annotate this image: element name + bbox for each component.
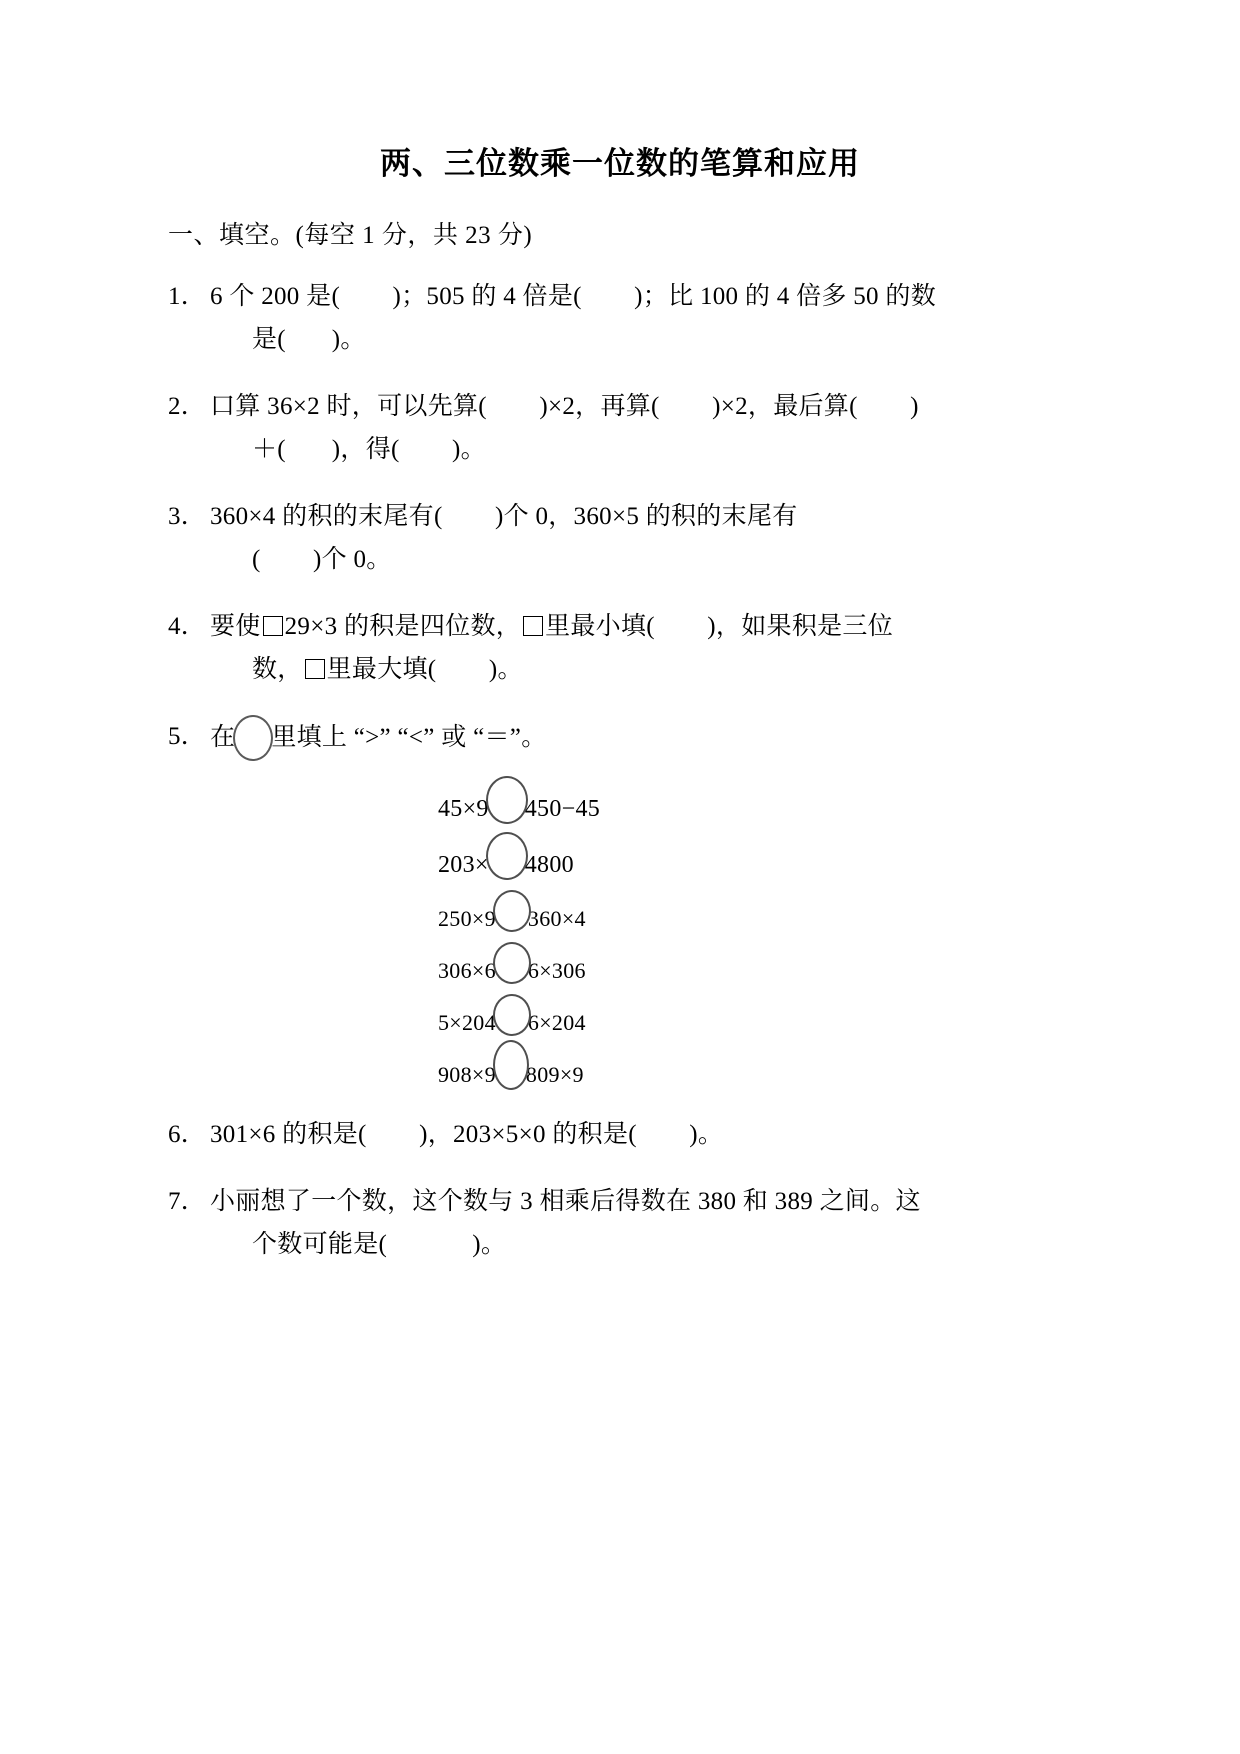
question-6 bbox=[0, 1113, 1240, 1156]
comparison-5-right: 6×204 bbox=[527, 1010, 586, 1036]
question-4-line-1 bbox=[210, 605, 1160, 648]
comparison-2-right: 4800 bbox=[524, 851, 574, 878]
question-4-line2-prefix: 数， bbox=[252, 656, 303, 684]
circle-blank-icon[interactable] bbox=[493, 890, 531, 932]
question-5-body bbox=[210, 715, 1160, 761]
square-blank-icon bbox=[523, 616, 543, 636]
question-5-line-1 bbox=[210, 715, 1160, 761]
section-heading-fill-in-blank: 一、填空。(每空 1 分，共 23 分) bbox=[168, 222, 533, 249]
comparison-4-left: 306×6 bbox=[438, 958, 496, 984]
question-6-line-1: 301×6 的积是( )，203×5×0 的积是( )。 bbox=[210, 1121, 724, 1149]
question-6-number: 6． bbox=[168, 1121, 207, 1149]
comparison-4-right: 6×306 bbox=[527, 958, 586, 984]
comparison-row-6 bbox=[210, 1047, 1160, 1099]
question-4-number: 4． bbox=[168, 613, 207, 641]
question-7-line-1: 小丽想了一个数，这个数与 3 相乘后得数在 380 和 389 之间。这 bbox=[210, 1188, 921, 1216]
question-6-body bbox=[210, 1113, 1160, 1156]
comparison-row-3 bbox=[210, 891, 1160, 943]
question-list bbox=[0, 275, 1240, 1266]
question-3-body bbox=[210, 495, 1160, 581]
question-4-line-2 bbox=[210, 648, 1160, 691]
comparison-row-1 bbox=[210, 779, 1160, 835]
question-1-line-2: 是( )。 bbox=[252, 326, 366, 354]
question-5-text-after-circle: 里填上 “>” “<” 或 “＝”。 bbox=[271, 724, 547, 752]
question-4-text-before-box: 要使 bbox=[210, 613, 261, 641]
question-3-line-1: 360×4 的积的末尾有( )个 0，360×5 的积的末尾有 bbox=[210, 503, 798, 531]
comparison-6-right: 809×9 bbox=[525, 1062, 584, 1088]
question-1-number: 1． bbox=[168, 283, 207, 311]
question-3-line-2: ( )个 0。 bbox=[252, 546, 392, 574]
page-title: 两、三位数乘一位数的笔算和应用 bbox=[380, 146, 860, 182]
question-2-body bbox=[210, 385, 1160, 471]
square-blank-icon bbox=[305, 659, 325, 679]
question-5-text-before-circle: 在 bbox=[210, 724, 236, 752]
question-2-number: 2． bbox=[168, 393, 207, 421]
question-2-line-2: ＋( )，得( )。 bbox=[252, 436, 486, 464]
square-blank-icon bbox=[263, 616, 283, 636]
comparison-3-left: 250×9 bbox=[438, 906, 496, 932]
question-4-line2-suffix: 里最大填( )。 bbox=[326, 656, 523, 684]
question-4 bbox=[0, 605, 1240, 691]
question-4-text-middle: 里最小填( )，如果积是三位 bbox=[545, 613, 894, 641]
question-7 bbox=[0, 1180, 1240, 1266]
comparison-row-5 bbox=[210, 995, 1160, 1047]
comparison-row-2 bbox=[210, 835, 1160, 891]
question-4-body bbox=[210, 605, 1160, 691]
question-4-text-after-box: 29×3 的积是四位数， bbox=[284, 613, 522, 641]
question-7-number: 7． bbox=[168, 1188, 207, 1216]
question-7-line-2: 个数可能是( )。 bbox=[252, 1231, 507, 1259]
question-1-body bbox=[210, 275, 1160, 361]
comparison-row-4 bbox=[210, 943, 1160, 995]
question-2-line-1: 口算 36×2 时，可以先算( )×2，再算( )×2，最后算( ) bbox=[210, 393, 919, 421]
circle-blank-icon[interactable] bbox=[493, 942, 531, 984]
circle-blank-icon[interactable] bbox=[493, 1040, 529, 1090]
question-7-body bbox=[210, 1180, 1160, 1266]
question-1 bbox=[0, 275, 1240, 361]
question-5 bbox=[0, 715, 1240, 1099]
comparison-1-left: 45×9 bbox=[438, 795, 489, 822]
question-3 bbox=[0, 495, 1240, 581]
circle-blank-icon[interactable] bbox=[493, 994, 531, 1036]
question-2 bbox=[0, 385, 1240, 471]
comparison-1-right: 450−45 bbox=[524, 795, 601, 822]
circle-blank-icon[interactable] bbox=[486, 776, 528, 824]
comparison-6-left: 908×9 bbox=[438, 1062, 496, 1088]
circle-blank-icon[interactable] bbox=[486, 832, 528, 880]
comparison-3-right: 360×4 bbox=[527, 906, 586, 932]
comparison-2-left: 203× bbox=[438, 851, 489, 878]
question-3-number: 3． bbox=[168, 503, 207, 531]
comparison-5-left: 5×204 bbox=[438, 1010, 496, 1036]
comparison-list bbox=[210, 779, 1160, 1099]
question-1-line-1: 6 个 200 是( )；505 的 4 倍是( )；比 100 的 4 倍多 50 的数 bbox=[210, 283, 937, 311]
circle-blank-icon bbox=[233, 715, 273, 761]
question-5-number: 5． bbox=[168, 723, 207, 751]
